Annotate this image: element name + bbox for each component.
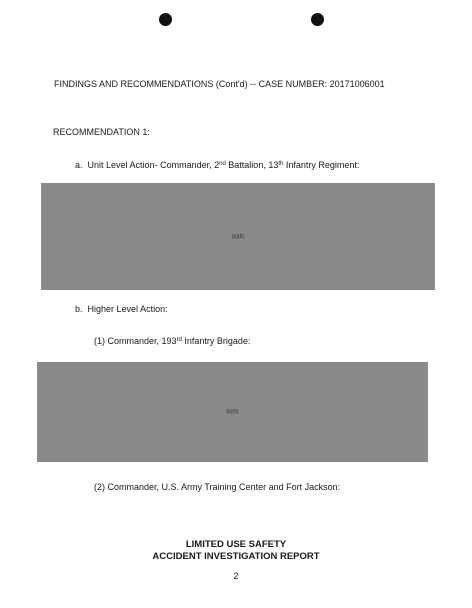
sub-1-text-post: Infantry Brigade: — [181, 336, 251, 346]
redaction-code-2: (b)(5) — [226, 409, 239, 415]
item-b-label: b. — [75, 304, 83, 314]
sub-1-text-pre: Commander, 193 — [107, 336, 177, 346]
recommendation-title: RECOMMENDATION 1: — [53, 127, 150, 137]
footer-title-line-1: LIMITED USE SAFETY — [185, 539, 287, 550]
item-a-label: a. — [75, 160, 83, 170]
redaction-code-1: (b)(5) — [231, 233, 245, 240]
footer-title-line-2: ACCIDENT INVESTIGATION REPORT — [152, 551, 320, 562]
sub-2-label: (2) — [94, 482, 105, 492]
punch-hole-right — [311, 13, 324, 26]
item-a-text-pre: Unit Level Action- Commander, 2 — [87, 160, 220, 170]
punch-hole-left — [159, 13, 172, 26]
redaction-block-2 — [37, 362, 428, 462]
item-b-higher-level-action — [75, 304, 168, 315]
section-header: FINDINGS AND RECOMMENDATIONS (Cont'd) -- CASE NUMBER: 20171006001 — [54, 79, 385, 89]
redaction-block-1 — [41, 183, 435, 290]
sub-1-label: (1) — [94, 336, 105, 346]
item-b-text: Higher Level Action: — [87, 304, 168, 314]
sub-2-text: Commander, U.S. Army Training Center and Fort Jackson: — [107, 482, 341, 492]
item-a-sup-1: nd — [219, 161, 226, 167]
sub-1-sup: rd — [176, 337, 182, 343]
item-a-text-mid: Battalion, 13 — [225, 160, 279, 170]
item-a-unit-level-action — [75, 160, 359, 171]
item-a-sup-2: th — [278, 161, 284, 167]
sub-item-2-training-center — [94, 482, 340, 493]
page-number: 2 — [233, 571, 239, 581]
item-a-text-post: Infantry Regiment: — [283, 160, 360, 170]
sub-item-1-brigade — [94, 336, 250, 347]
